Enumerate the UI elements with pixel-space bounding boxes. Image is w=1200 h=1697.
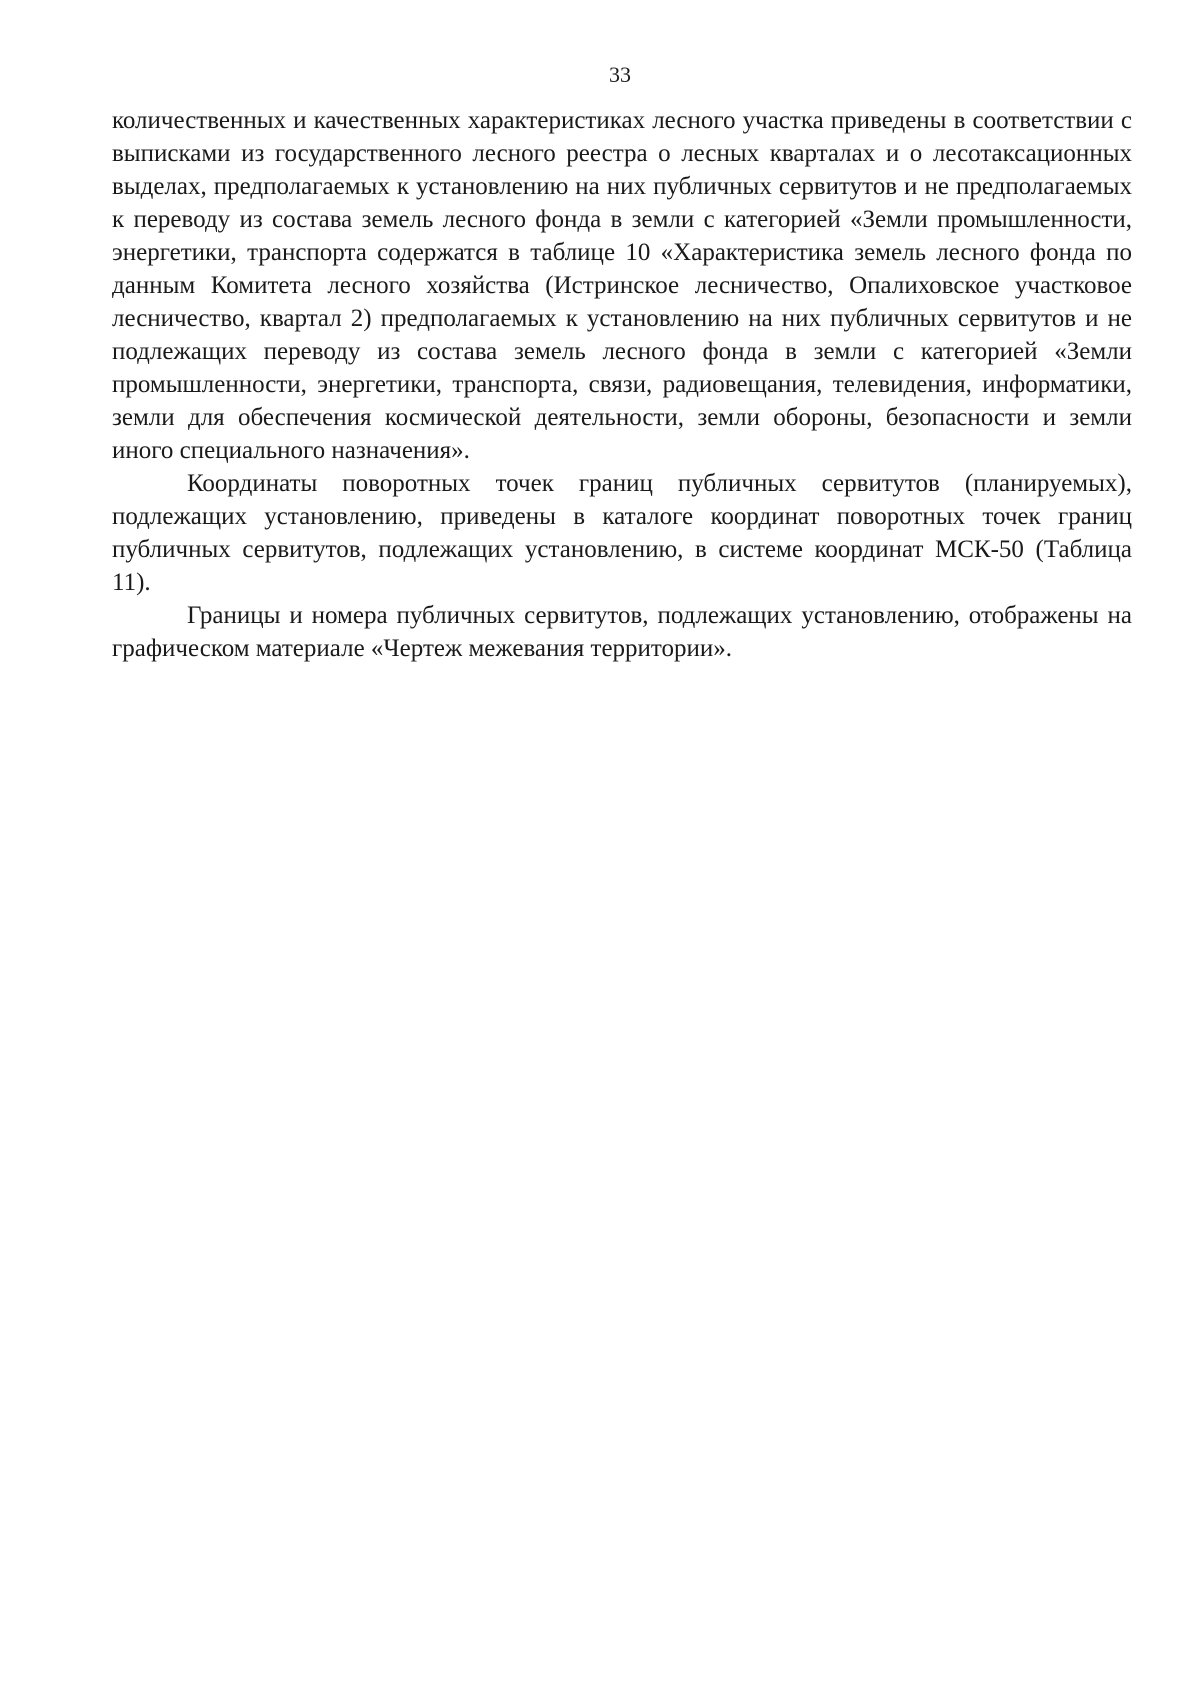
paragraph-continuation: количественных и качественных характеристиках лесного участка приведены в соответствии с выписками из государственного лесного реестра о лесных кварталах и о лесотаксационных выделах, предполагаемых к установлению на них публичных сервитутов и не предполагаемых к переводу из состава земель лесного фонда в земли с категорией «Земли промышленности, энергетики, транспорта содержатся в таблице 10 «Характеристика земель лесного фонда по данным Комитета лесного хозяйства (Истринское лесничество, Опалиховское участковое лесничество, квартал 2) предполагаемых к установлению на них публичных сервитутов и не подлежащих переводу из состава земель лесного фонда в земли с категорией «Земли промышленности, энергетики, транспорта, связи, радиовещания, телевидения, информатики, земли для обеспечения космической деятельности, земли обороны, безопасности и земли иного специального назначения». (112, 107, 1132, 464)
body-text (112, 104, 1132, 665)
page-number: 33 (609, 62, 631, 87)
paragraph-boundaries: Границы и номера публичных сервитутов, подлежащих установлению, отображены на графическом материале «Чертеж межевания территории». (112, 602, 1132, 662)
paragraph-coordinates: Координаты поворотных точек границ публичных сервитутов (планируемых), подлежащих установлению, приведены в каталоге координат поворотных точек границ публичных сервитутов, подлежащих установлению, в системе координат МСК-50 (Таблица 11). (112, 470, 1132, 596)
